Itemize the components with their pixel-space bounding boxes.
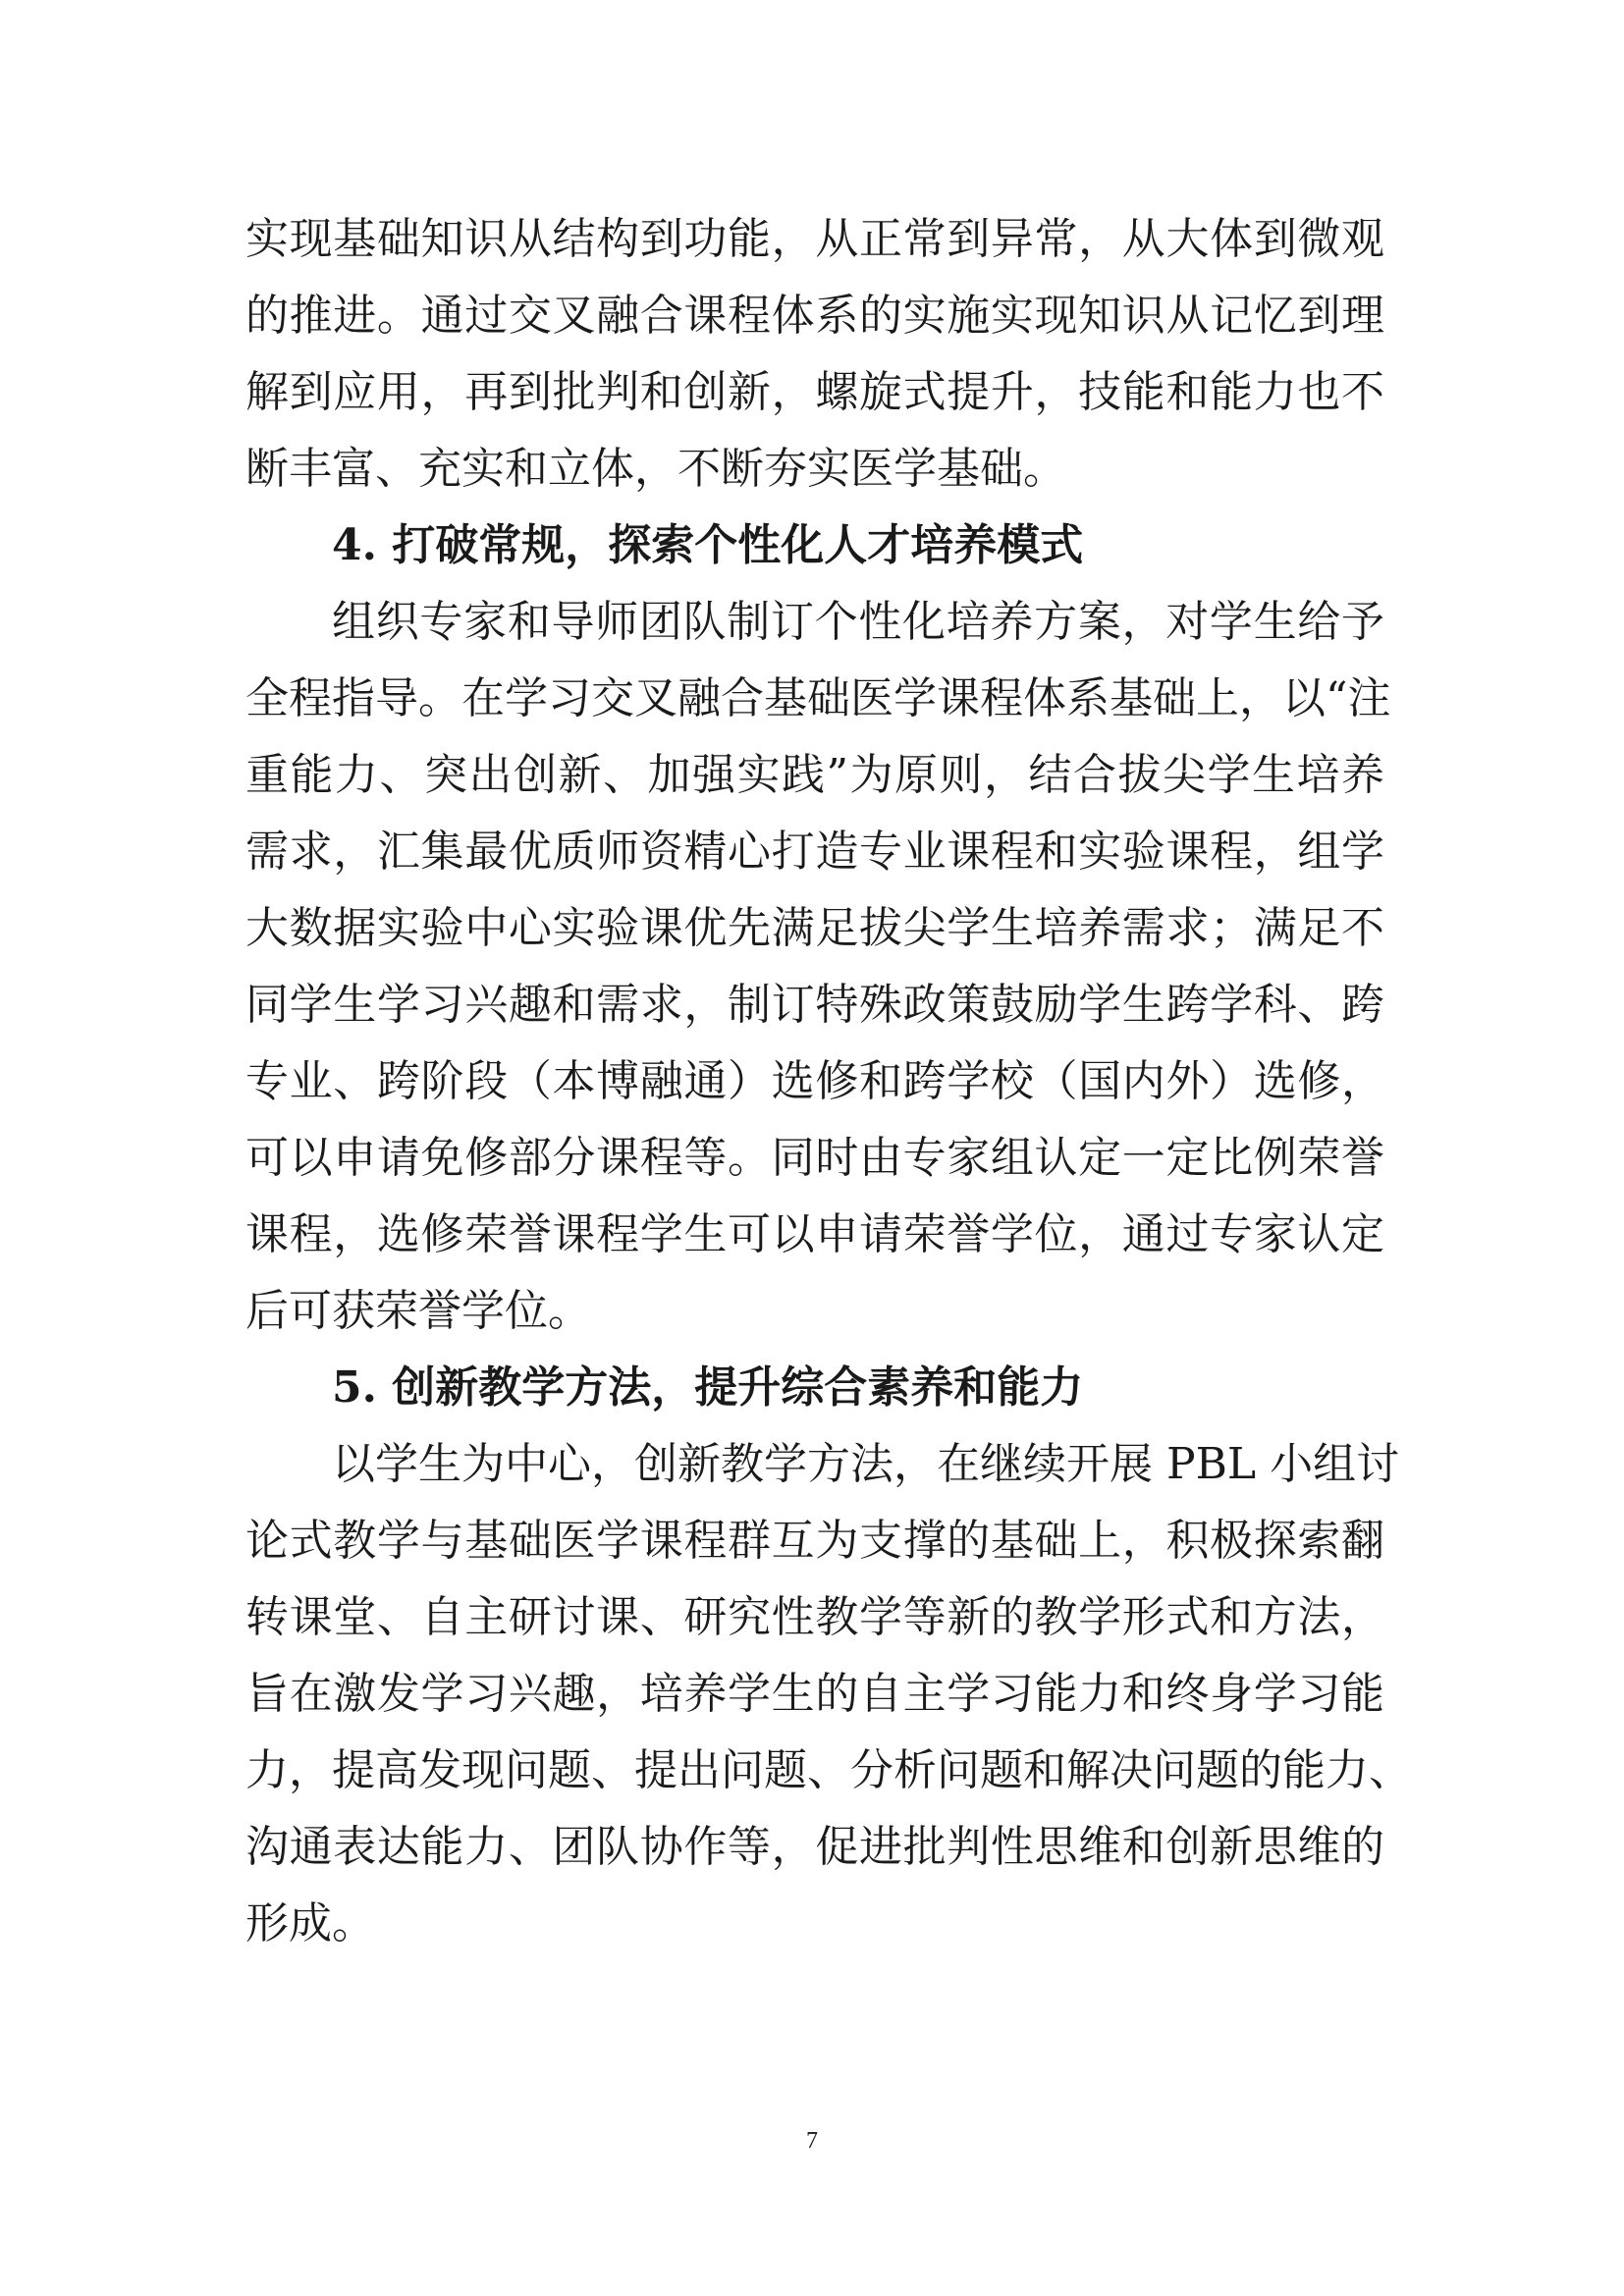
text-line: 实现基础知识从结构到功能，从正常到异常，从大体到微观 <box>245 214 1384 264</box>
paragraph-continuation <box>245 201 1384 507</box>
text-line: 全程指导。在学习交叉融合基础医学课程体系基础上，以“注 <box>245 673 1391 723</box>
text-line: 组织专家和导师团队制订个性化培养方案，对学生给予 <box>332 597 1384 647</box>
section-heading-5: 5. 创新教学方法，提升综合素养和能力 <box>332 1362 1084 1413</box>
text-line: 解到应用，再到批判和创新，螺旋式提升，技能和能力也不 <box>245 367 1384 417</box>
paragraph-section-4 <box>245 584 1391 1350</box>
page-number: 7 <box>806 2128 818 2154</box>
section-heading-4: 4. 打破常规，探索个性化人才培养模式 <box>332 520 1084 570</box>
paragraph-section-5 <box>245 1426 1412 1962</box>
text-line: 论式教学与基础医学课程群互为支撑的基础上，积极探索翻 <box>245 1516 1384 1566</box>
text-line: 大数据实验中心实验课优先满足拔尖学生培养需求；满足不 <box>245 903 1384 953</box>
text-line: 力，提高发现问题、提出问题、分析问题和解决问题的能力、 <box>245 1745 1412 1795</box>
text-line: 的推进。通过交叉融合课程体系的实施实现知识从记忆到理 <box>245 291 1384 341</box>
body-text <box>245 201 1412 1962</box>
text-line: 专业、跨阶段（本博融通）选修和跨学校（国内外）选修， <box>245 1056 1384 1106</box>
text-line: 需求，汇集最优质师资精心打造专业课程和实验课程，组学 <box>245 827 1384 877</box>
text-line: 重能力、突出创新、加强实践”为原则，结合拔尖学生培养 <box>245 750 1384 800</box>
text-line: 形成。 <box>245 1898 375 1949</box>
text-line: 后可获荣誉学位。 <box>245 1286 591 1336</box>
text-line: 断丰富、充实和立体，不断夯实医学基础。 <box>245 444 1066 494</box>
text-line: 转课堂、自主研讨课、研究性教学等新的教学形式和方法， <box>245 1592 1384 1642</box>
text-line: 同学生学习兴趣和需求，制订特殊政策鼓励学生跨学科、跨 <box>245 980 1384 1030</box>
text-line: 可以申请免修部分课程等。同时由专家组认定一定比例荣誉 <box>245 1133 1384 1183</box>
text-line: 以学生为中心，创新教学方法，在继续开展 PBL 小组讨 <box>332 1439 1400 1489</box>
text-line: 旨在激发学习兴趣，培养学生的自主学习能力和终身学习能 <box>245 1669 1384 1719</box>
text-line: 沟通表达能力、团队协作等，促进批判性思维和创新思维的 <box>245 1822 1384 1872</box>
text-line: 课程，选修荣誉课程学生可以申请荣誉学位，通过专家认定 <box>245 1209 1384 1259</box>
